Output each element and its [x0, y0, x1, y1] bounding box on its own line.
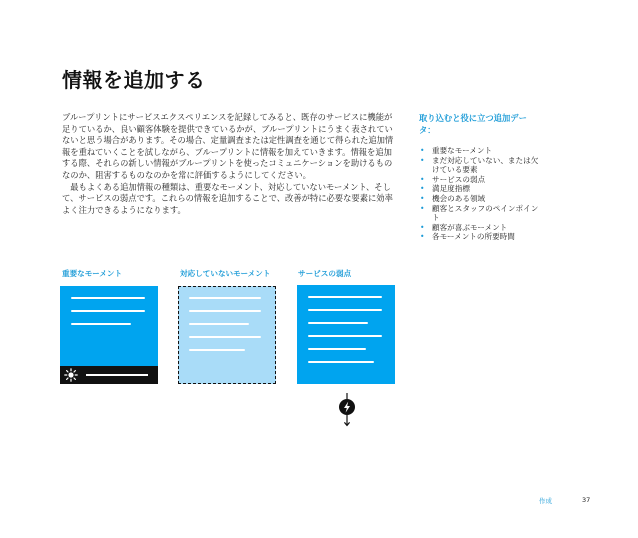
sidebar-heading: 取り込むと役に立つ追加データ： [419, 113, 527, 135]
text-line [189, 323, 249, 325]
list-item: • 満足度指標 [419, 184, 543, 194]
body-paragraph-1: ブループリントにサービスエクスペリエンスを記録してみると、既存のサービスに機能が足りているか、良い顧客体験を提供できているかが、ブループリントにうまく表されていないと思う場合があります。その場合、定量調査または定性調査を通じて得られた追加情報を重ねていくことを試しながら、ブループリントに情報を加えていきます。情報を追加する際、それらの新しい情報がブループリントを使ったコミュニケーションを助けるものなのか、阻害するものなのかを常に評価するようにしてください。 [62, 112, 394, 180]
text-line [71, 323, 131, 325]
panel-service-weaknesses [297, 285, 395, 384]
text-line [86, 374, 148, 376]
list-item: • 重要なモーメント [419, 146, 543, 156]
page-title: 情報を追加する [62, 68, 206, 92]
sun-icon [64, 368, 78, 382]
text-line [308, 296, 382, 298]
list-item: • サービスの弱点 [419, 175, 543, 185]
text-line [308, 348, 366, 350]
text-line [189, 297, 261, 299]
text-line [189, 336, 261, 338]
body-text [62, 112, 394, 216]
lightning-bolt-icon [336, 393, 358, 427]
text-line [308, 361, 374, 363]
text-line [189, 349, 245, 351]
panel-key-moments [60, 286, 158, 384]
list-item: • 顧客が喜ぶモーメント [419, 223, 543, 233]
list-item: • 機会のある領域 [419, 194, 543, 204]
panel-label-service-weaknesses: サービスの弱点 [298, 269, 352, 278]
panel-label-key-moments: 重要なモーメント [62, 269, 123, 278]
list-item: • 各モーメントの所要時間 [419, 232, 543, 242]
list-item: • 顧客とスタッフのペインポイント [419, 204, 543, 223]
sidebar [419, 112, 543, 242]
list-item: • まだ対応していない、または欠けている要素 [419, 156, 543, 175]
highlight-bar [60, 366, 158, 384]
panel-unaddressed-moments [178, 286, 276, 384]
body-paragraph-2: 最もよくある追加情報の種類は、重要なモーメント、対応していないモーメント、そして、サービスの弱点です。これらの情報を追加することで、改善が特に必要な要素に効率よく注力できるようになります。 [62, 181, 393, 215]
text-line [308, 322, 368, 324]
text-line [308, 335, 382, 337]
sidebar-list [419, 146, 543, 242]
text-line [308, 309, 382, 311]
panel-label-unaddressed-moments: 対応していないモーメント [180, 269, 271, 278]
footer-section-label: 作成 [539, 497, 552, 505]
page-number: 37 [582, 496, 591, 504]
text-line [189, 310, 261, 312]
text-line [71, 310, 145, 312]
text-line [71, 297, 145, 299]
